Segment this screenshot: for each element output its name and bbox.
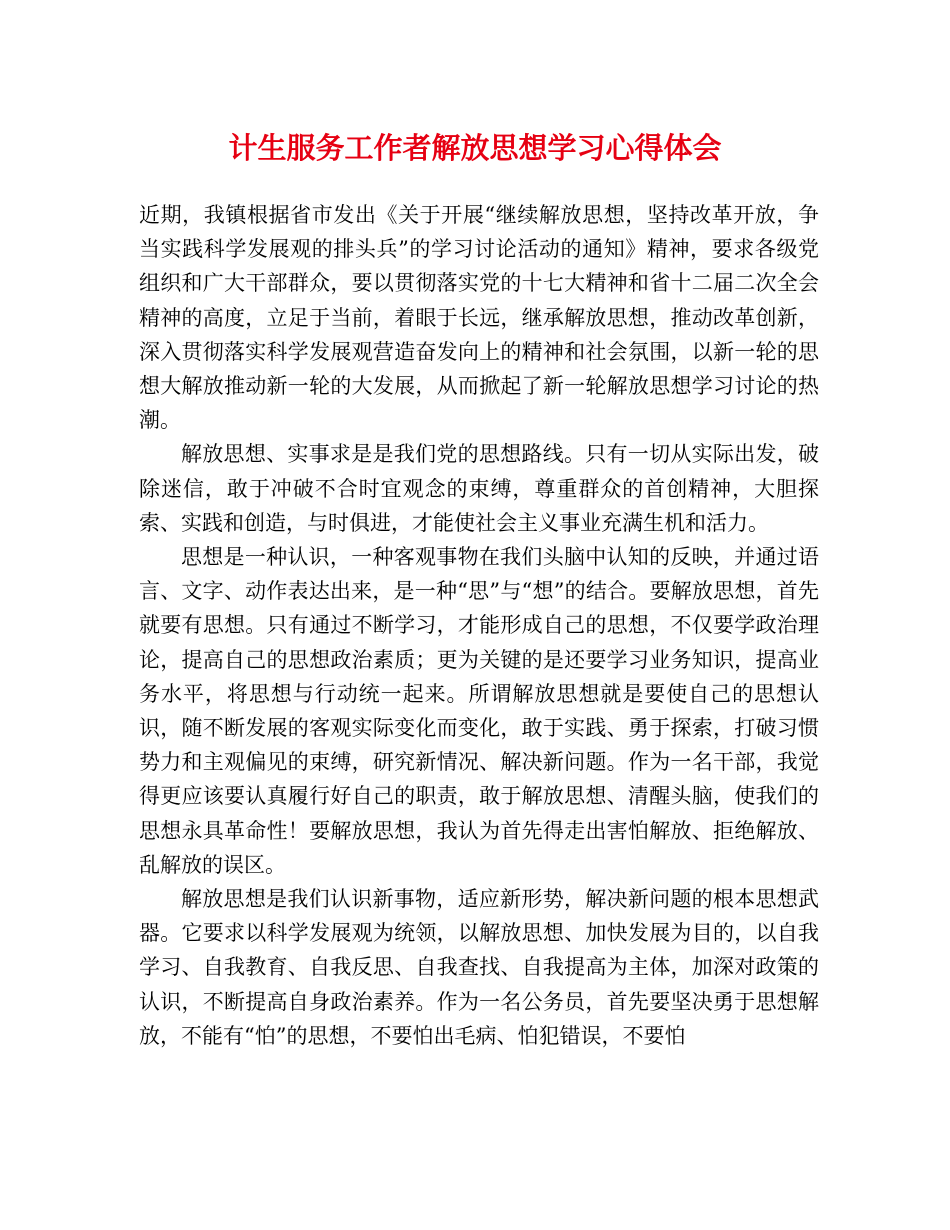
paragraph-2: 解放思想、实事求是是我们党的思想路线。只有一切从实际出发，破除迷信，敢于冲破不合时宜观念的束缚，尊重群众的首创精神，大胆探索、实践和创造，与时俱进，才能使社会主义事业充满生机和活力。 <box>139 442 819 535</box>
document-body <box>139 198 819 1053</box>
paragraph-4: 解放思想是我们认识新事物，适应新形势，解决新问题的根本思想武器。它要求以科学发展观为统领，以解放思想、加快发展为目的，以自我学习、自我教育、自我反思、自我查找、自我提高为主体，加深对政策的认识，不断提高自身政治素养。作为一名公务员，首先要坚决勇于思想解放，不能有“怕”的思想，不要怕出毛病、怕犯错误，不要怕 <box>139 887 819 1048</box>
paragraph-3: 思想是一种认识，一种客观事物在我们头脑中认知的反映，并通过语言、文字、动作表达出来，是一种“思”与“想”的结合。要解放思想，首先就要有思想。只有通过不断学习，才能形成自己的思想，不仅要学政治理论，提高自己的思想政治素质；更为关键的是还要学习业务知识，提高业务水平，将思想与行动统一起来。所谓解放思想就是要使自己的思想认识，随不断发展的客观实际变化而变化，敢于实践、勇于探索，打破习惯势力和主观偏见的束缚，研究新情况、解决新问题。作为一名干部，我觉得更应该要认真履行好自己的职责，敢于解放思想、清醒头脑，使我们的思想永具革命性！要解放思想，我认为首先得走出害怕解放、拒绝解放、乱解放的误区。 <box>139 545 819 877</box>
paragraph-1: 近期，我镇根据省市发出《关于开展“继续解放思想，坚持改革开放，争当实践科学发展观的排头兵”的学习讨论活动的通知》精神，要求各级党组织和广大干部群众，要以贯彻落实党的十七大精神和省十二届二次全会精神的高度，立足于当前，着眼于长远，继承解放思想，推动改革创新，深入贯彻落实科学发展观营造奋发向上的精神和社会氛围，以新一轮的思想大解放推动新一轮的大发展，从而掀起了新一轮解放思想学习讨论的热潮。 <box>139 203 819 433</box>
document-title: 计生服务工作者解放思想学习心得体会 <box>228 131 722 165</box>
